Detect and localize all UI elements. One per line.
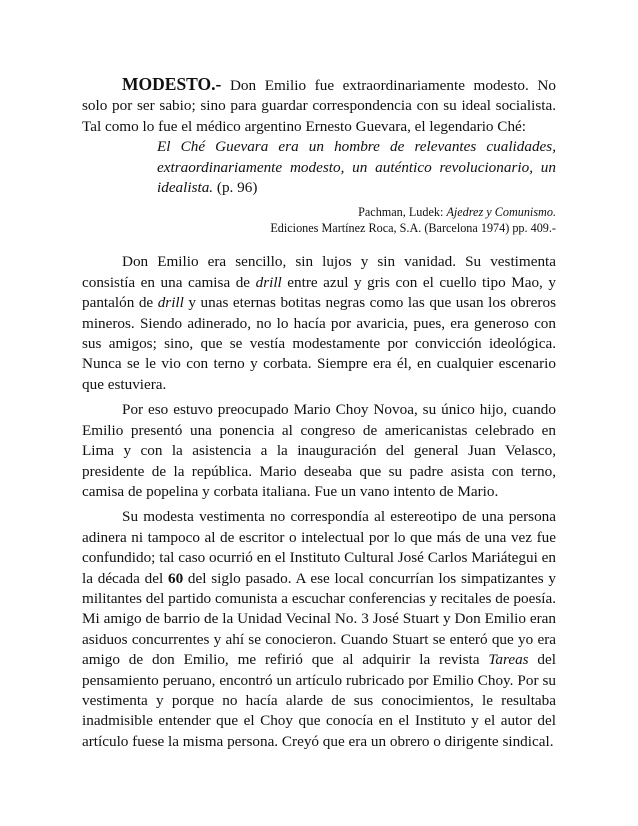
emphasis-drill: drill <box>157 294 184 312</box>
citation-publisher: Ediciones Martínez Roca, S.A. (Barcelona 1974) pp. 409.- <box>270 221 556 236</box>
citation-title: Ajedrez y Comunismo. <box>446 205 556 220</box>
citation <box>82 204 556 236</box>
paragraph-text: y unas eternas botitas negras como las que usan los obreros mineros. Siendo adinerado, no lo hacía por avaricia, pues, era generoso con sus amigos; sino, que se vestía modestamente por convicción ideológica. Nunca se le vio con terno y corbata. Siempre era él, en cualquier escenario que estuviera. <box>82 294 556 393</box>
section-heading: MODESTO.- <box>122 74 222 94</box>
paragraph-preocupado: Por eso estuvo preocupado Mario Choy Novoa, su único hijo, cuando Emilio presentó una ponencia al congreso de americanistas celebrado en Lima y con la asistencia a la inauguración del general Juan Velasco, presidente de la república. Mario deseaba que su padre asista con terno, camisa de popelina y corbata italiana. Fue un vano intento de Mario. <box>82 401 556 500</box>
citation-line-1 <box>82 204 556 220</box>
quote-page-ref: (p. 96) <box>213 179 258 197</box>
paragraph-text: del siglo pasado. A ese local concurrían los simpatizantes y militantes del partido comunista a escuchar conferencias y recitales de poesía. Mi amigo de barrio de la Unidad Vecinal No. 3 José Stuart y Don Emilio eran asiduos concurrentes y ahí se conocieron. Cuando Stuart se enteró que yo era amigo de don Emilio, me refirió que al adquirir la revista <box>82 569 556 669</box>
emphasis-decade: 60 <box>167 569 184 587</box>
emphasis-magazine-title: Tareas <box>488 651 529 669</box>
paragraph-sencillo <box>82 252 556 395</box>
paragraph-text: Don Emilio era sencillo, sin lujos y sin vanidad. Su vestimenta consistía en una camisa de <box>82 253 556 291</box>
citation-author: Pachman, Ludek: <box>358 205 447 220</box>
emphasis-drill: drill <box>255 273 282 291</box>
paragraph-text: del pensamiento peruano, encontró un artículo rubricado por Emilio Choy. Por su vestimenta y porque no hacía alarde de sus conocimientos, le resultaba inadmisible entender que el Choy que conocía en el Instituto y el autor del artículo fuese la misma persona. Creyó que era un obrero o dirigente sindical. <box>82 651 556 750</box>
paragraph-text: Su modesta vestimenta no correspondía al estereotipo de una persona adinera ni tampoco al de escritor o intelectual por lo que más de una vez fue confundido; tal caso ocurrió en el Instituto Cultural José Carlos Mariátegui en la década del <box>82 508 556 587</box>
document-page <box>82 74 556 752</box>
paragraph-text: Don Emilio fue extraordinariamente modesto. No solo por ser sabio; sino para guardar correspondencia con su ideal socialista. Tal como lo fue el médico argentino Ernesto Guevara, el legendario Ché: <box>82 77 556 135</box>
paragraph-text: entre azul y gris con el cuello tipo Mao, y pantalón de <box>82 273 556 312</box>
paragraph-modesto <box>82 74 556 137</box>
block-quote <box>157 137 556 198</box>
paragraph-vestimenta <box>82 507 556 752</box>
quote-text: El Ché Guevara era un hombre de relevantes cualidades, extraordinariamente modesto, un auténtico revolucionario, un idealista. <box>157 138 556 197</box>
